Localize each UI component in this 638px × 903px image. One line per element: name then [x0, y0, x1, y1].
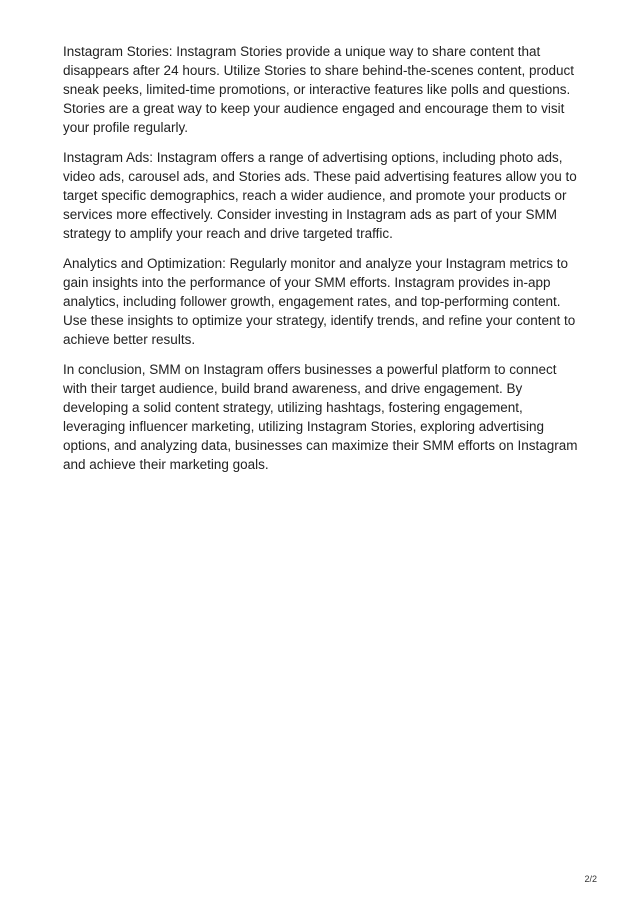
paragraph-conclusion: In conclusion, SMM on Instagram offers businesses a powerful platform to connect with their target audience, build brand awareness, and drive engagement. By developing a solid content strategy, utilizing hashtags, fostering engagement, leveraging influencer marketing, utilizing Instagram Stories, exploring advertising options, and analyzing data, businesses can maximize their SMM efforts on Instagram and achieve their marketing goals. [63, 361, 578, 473]
paragraph-instagram-ads: Instagram Ads: Instagram offers a range of advertising options, including photo ads, video ads, carousel ads, and Stories ads. These paid advertising features allow you to target specific demographics, reach a wider audience, and promote your products or services more effectively. Consider investing in Instagram ads as part of your SMM strategy to amplify your reach and drive targeted traffic. [63, 149, 577, 242]
paragraph-instagram-stories: Instagram Stories: Instagram Stories provide a unique way to share content that disappears after 24 hours. Utilize Stories to share behind-the-scenes content, product sneak peeks, limited-time promotions, or interactive features like polls and questions. Stories are a great way to keep your audience engaged and encourage them to visit your profile regularly. [63, 44, 575, 136]
page-number: 2/2 [584, 874, 597, 884]
paragraph-analytics-optimization: Analytics and Optimization: Regularly monitor and analyze your Instagram metrics to gain insights into the performance of your SMM efforts. Instagram provides in-app analytics, including follower growth, engagement rates, and top-performing content. Use these insights to optimize your strategy, identify trends, and refine your content to achieve better results. [63, 255, 576, 348]
document-body [63, 42, 583, 485]
